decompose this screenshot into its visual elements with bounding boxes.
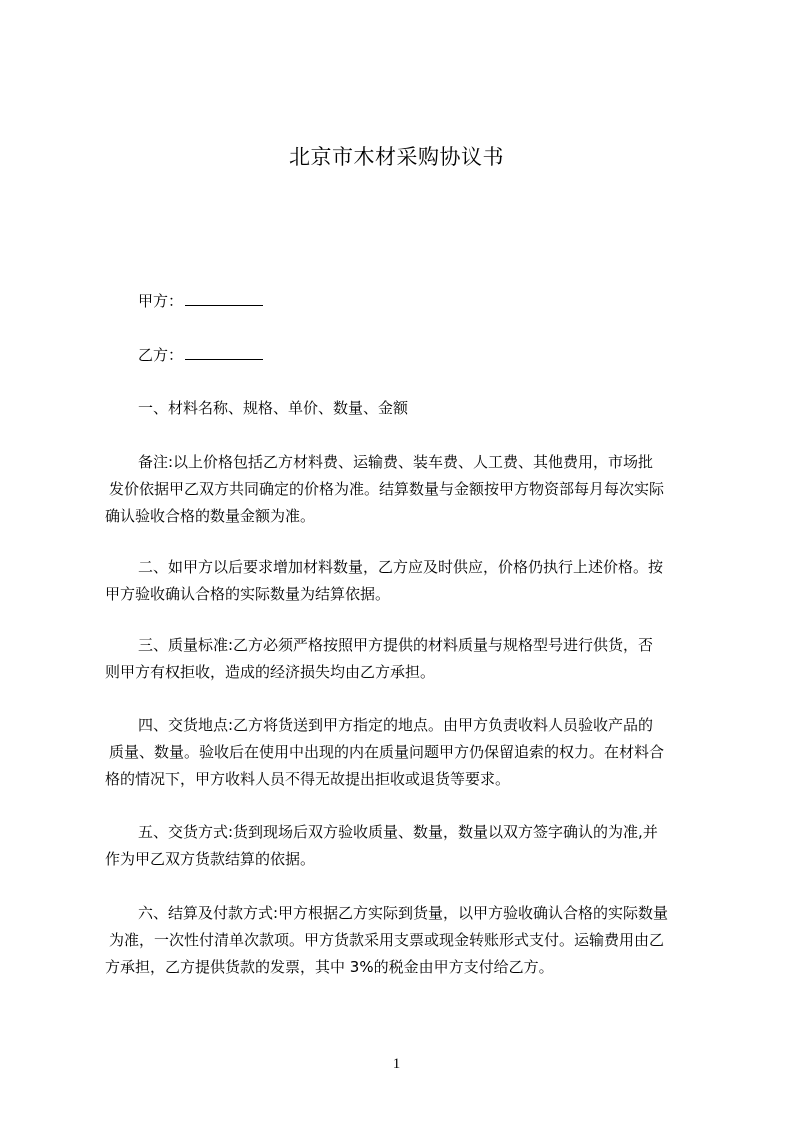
section-5-line: 作为甲乙双方货款结算的依据。 [105, 850, 316, 868]
document-title: 北京市木材采购协议书 [289, 145, 504, 169]
section-1-heading: 一、材料名称、规格、单价、数量、金额 [138, 399, 409, 417]
section-6-line: 为准，一次性付清单次款项。甲方货款采用支票或现金转账形式支付。运输费用由乙 [109, 931, 665, 949]
section-4-line: 四、交货地点:乙方将货送到甲方指定的地点。由甲方负责收料人员验收产品的 [138, 716, 654, 734]
party-b-blank [185, 343, 263, 360]
section-4-line: 质量、数量。验收后在使用中出现的内在质量问题甲方仍保留追索的权力。在材料合 [109, 743, 665, 761]
section-6-line: 方承担，乙方提供货款的发票，其中 3%的税金由甲方支付给乙方。 [105, 958, 554, 976]
party-a-blank [185, 289, 263, 306]
remarks-line: 备注:以上价格包括乙方材料费、运输费、装车费、人工费、其他费用，市场批 [138, 453, 654, 471]
section-4-line: 格的情况下，甲方收料人员不得无故提出拒收或退货等要求。 [105, 770, 511, 788]
section-3-line: 三、质量标准:乙方必须严格按照甲方提供的材料质量与规格型号进行供货，否 [138, 636, 654, 654]
remarks-line: 发价依据甲乙双方共同确定的价格为准。结算数量与金额按甲方物资部每月每次实际 [109, 480, 665, 498]
section-2-line: 二、如甲方以后要求增加材料数量，乙方应及时供应，价格仍执行上述价格。按 [138, 558, 664, 576]
section-2-line: 甲方验收确认合格的实际数量为结算依据。 [105, 585, 391, 603]
remarks-line: 确认验收合格的数量金额为准。 [105, 507, 316, 525]
section-6-line: 六、结算及付款方式:甲方根据乙方实际到货量，以甲方验收确认合格的实际数量 [138, 904, 669, 922]
page-number: 1 [392, 1056, 401, 1072]
party-a-line [105, 289, 738, 312]
section-5-line: 五、交货方式:货到现场后双方验收质量、数量，数量以双方签字确认的为准,并 [138, 823, 658, 841]
section-3-line: 则甲方有权拒收，造成的经济损失均由乙方承担。 [105, 663, 436, 681]
party-b-label: 乙方： [138, 346, 184, 364]
party-b-line [105, 343, 738, 366]
party-a-label: 甲方： [138, 292, 184, 310]
